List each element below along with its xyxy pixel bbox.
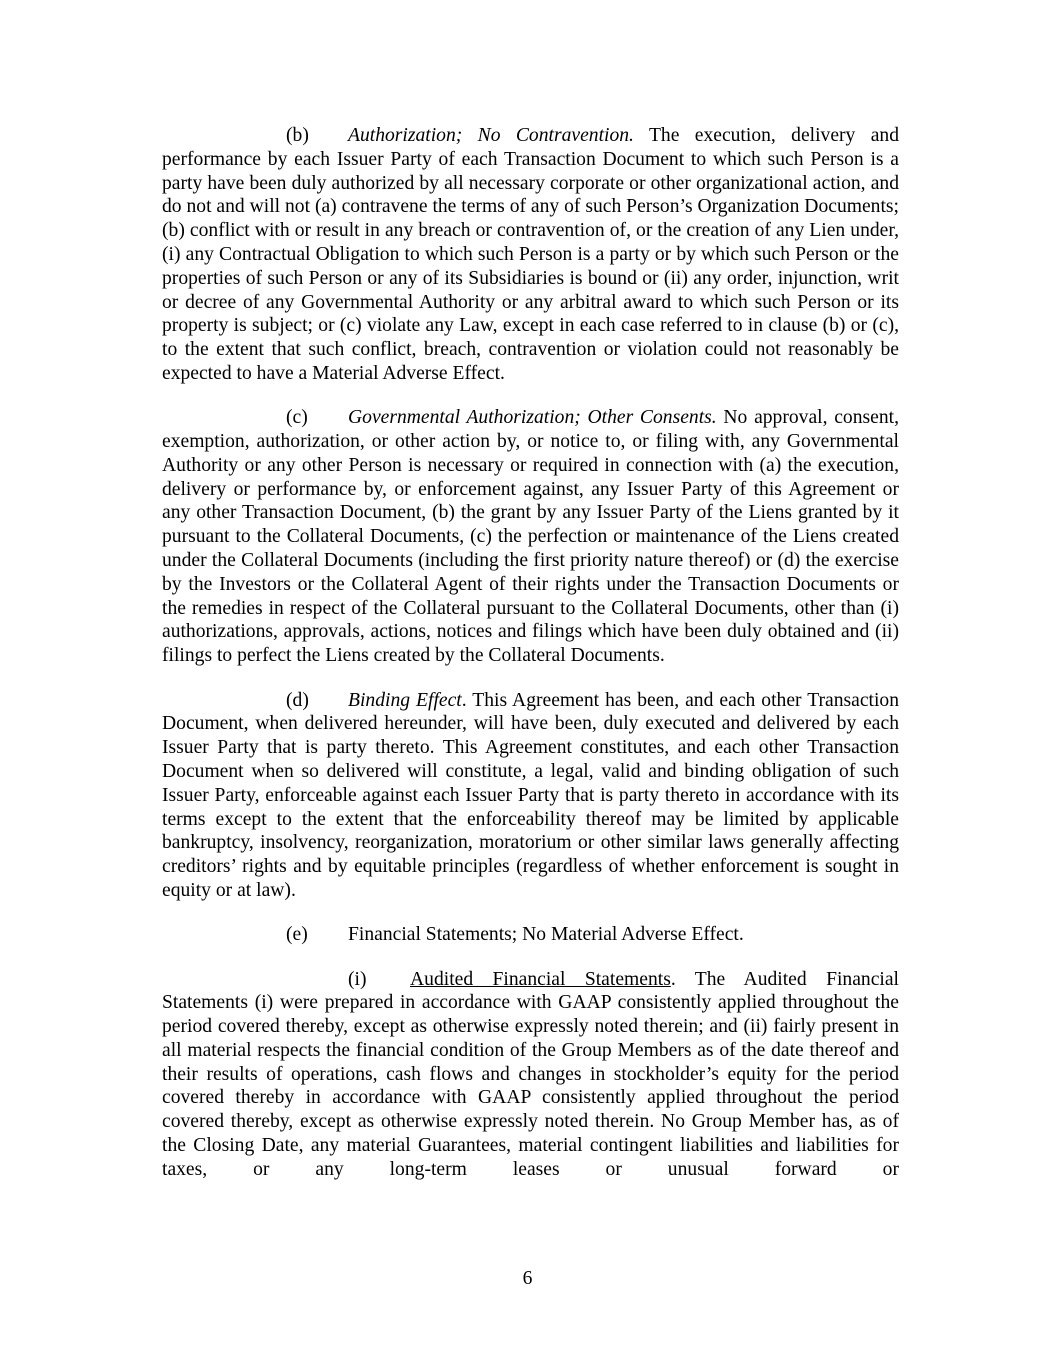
- paragraph-heading: Financial Statements; No Material Adverse Effect.: [348, 924, 744, 946]
- paragraph-label: (i): [348, 968, 367, 990]
- paragraph-body: . This Agreement has been, and each other Transaction Document, when delivered hereunder, will have been, duly executed and delivered by each Issuer Party that is party thereto. This Agreement constitutes, and each other Transaction Document when so delivered will constitute, a legal, valid and binding obligation of such Issuer Party, enforceable against each Issuer Party that is party thereto in accordance with its terms except to the extent that the enforceability thereof may be limited by applicable bankruptcy, insolvency, reorganization, moratorium or other similar laws generally affecting creditors’ rights and by equitable principles (regardless of whether enforcement is sought in equity or at law).: [162, 689, 899, 901]
- paragraph-c: [162, 406, 899, 668]
- paragraph-label: (e): [286, 924, 308, 946]
- paragraph-e: [162, 923, 899, 947]
- paragraph-label: (d): [286, 689, 309, 711]
- paragraph-heading: Authorization; No Contravention.: [348, 125, 634, 146]
- paragraph-heading: Audited Financial Statements: [410, 968, 671, 990]
- paragraph-d: [162, 689, 899, 903]
- document-page: [162, 124, 899, 1202]
- paragraph-body: No approval, consent, exemption, authorization, or other action by, or notice to, or filing with, any Governmental Authority or any other Person is necessary or required in connection with (a) the execution, delivery or performance by, or enforcement against, any Issuer Party of this Agreement or any other Transaction Document, (b) the grant by any Issuer Party of the Liens granted by it pursuant to the Collateral Documents, (c) the perfection or maintenance of the Liens created under the Collateral Documents (including the first priority nature thereof) or (d) the exercise by the Investors or the Collateral Agent of their rights under the Transaction Documents or the remedies in respect of the Collateral pursuant to the Collateral Documents, other than (i) authorizations, approvals, actions, notices and filings which have been duly obtained and (ii) filings to perfect the Liens created by the Collateral Documents.: [162, 407, 899, 667]
- page-number: 6: [522, 1268, 533, 1289]
- paragraph-body: The execution, delivery and performance by each Issuer Party of each Transaction Document to which such Person is a party have been duly authorized by all necessary corporate or other organizational action, and do not and will not (a) contravene the terms of any of such Person’s Organization Documents; (b) conflict with or result in any breach or contravention of, or the creation of any Lien under, (i) any Contractual Obligation to which such Person is a party or by which such Person or the properties of such Person or any of its Subsidiaries is bound or (ii) any order, injunction, writ or decree of any Governmental Authority or any arbitral award to which such Person or its property is subject; or (c) violate any Law, except in each case referred to in clause (b) or (c), to the extent that such conflict, breach, contravention or violation could not reasonably be expected to have a Material Adverse Effect.: [162, 125, 899, 384]
- paragraph-b: [162, 124, 899, 386]
- paragraph-body: . The Audited Financial Statements (i) were prepared in accordance with GAAP consistently applied throughout the period covered thereby, except as otherwise expressly noted therein; and (ii) fairly present in all material respects the financial condition of the Group Members as of the date thereof and their results of operations, cash flows and changes in stockholder’s equity for the period covered thereby in accordance with GAAP consistently applied throughout the period covered thereby, except as otherwise expressly noted therein. No Group Member has, as of the Closing Date, any material Guarantees, material contingent liabilities and liabilities for taxes, or any long-term leases or unusual forward or: [162, 968, 899, 1180]
- paragraph-label: (c): [286, 407, 308, 429]
- paragraph-heading: Governmental Authorization; Other Consents.: [348, 407, 717, 429]
- paragraph-e-i: [162, 968, 899, 1182]
- paragraph-label: (b): [286, 125, 309, 146]
- paragraph-heading: Binding Effect: [348, 689, 462, 711]
